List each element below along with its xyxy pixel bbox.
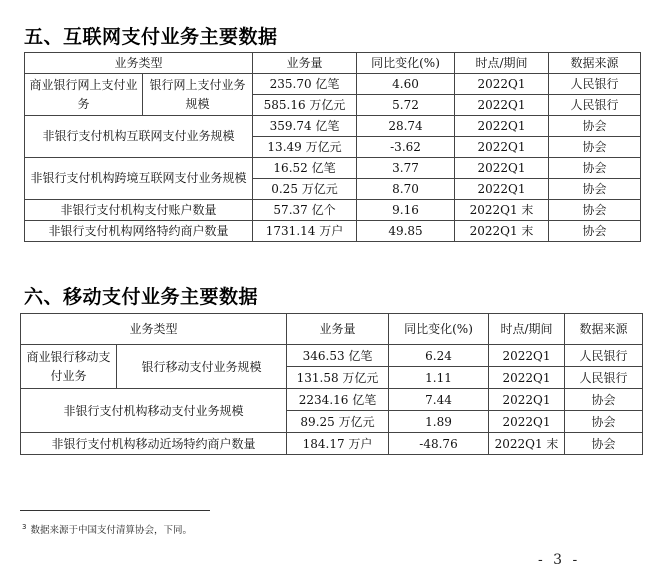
cell-period: 2022Q1 — [489, 345, 565, 367]
cell-change: 7.44 — [389, 389, 489, 411]
cell-source: 协会 — [549, 200, 641, 221]
table-row — [25, 74, 641, 95]
cell-source: 协会 — [565, 389, 643, 411]
table-row — [21, 433, 643, 455]
cell-change: 6.24 — [389, 345, 489, 367]
header-yoy-change: 同比变化(%) — [389, 314, 489, 345]
cell-change: -3.62 — [357, 137, 455, 158]
cell-change: 8.70 — [357, 179, 455, 200]
cell-change: 9.16 — [357, 200, 455, 221]
cell-change: 5.72 — [357, 95, 455, 116]
table-row — [25, 200, 641, 221]
header-yoy-change: 同比变化(%) — [357, 53, 455, 74]
row-label-nonbank-crossborder: 非银行支付机构跨境互联网支付业务规模 — [25, 158, 253, 200]
footnote — [22, 522, 192, 536]
cell-volume: 1731.14 万户 — [253, 221, 357, 242]
cell-volume: 131.58 万亿元 — [287, 367, 389, 389]
cell-source: 人民银行 — [549, 95, 641, 116]
header-source: 数据来源 — [549, 53, 641, 74]
cell-period: 2022Q1 末 — [489, 433, 565, 455]
table-row — [25, 158, 641, 179]
cell-change: 49.85 — [357, 221, 455, 242]
section6-table — [20, 313, 643, 455]
footnote-divider — [20, 510, 210, 511]
header-business-type: 业务类型 — [21, 314, 287, 345]
cell-change: 3.77 — [357, 158, 455, 179]
cell-source: 协会 — [565, 433, 643, 455]
table-row — [25, 116, 641, 137]
cell-period: 2022Q1 — [455, 74, 549, 95]
header-business-type: 业务类型 — [25, 53, 253, 74]
row-label-payment-accounts: 非银行支付机构支付账户数量 — [25, 200, 253, 221]
cell-period: 2022Q1 — [489, 389, 565, 411]
row-label-nonbank-mobile: 非银行支付机构移动支付业务规模 — [21, 389, 287, 433]
cell-volume: 0.25 万亿元 — [253, 179, 357, 200]
cell-period: 2022Q1 末 — [455, 200, 549, 221]
cell-change: 4.60 — [357, 74, 455, 95]
cell-period: 2022Q1 — [455, 158, 549, 179]
section5-title: 五、互联网支付业务主要数据 — [24, 26, 278, 48]
cell-change: 1.89 — [389, 411, 489, 433]
cell-volume: 235.70 亿笔 — [253, 74, 357, 95]
cell-period: 2022Q1 — [455, 137, 549, 158]
section6-title: 六、移动支付业务主要数据 — [24, 286, 259, 308]
row-label-nonbank-internet: 非银行支付机构互联网支付业务规模 — [25, 116, 253, 158]
cell-period: 2022Q1 — [489, 411, 565, 433]
cell-period: 2022Q1 — [455, 116, 549, 137]
cell-source: 人民银行 — [549, 74, 641, 95]
cell-volume: 2234.16 亿笔 — [287, 389, 389, 411]
cell-volume: 346.53 亿笔 — [287, 345, 389, 367]
cell-period: 2022Q1 — [455, 179, 549, 200]
cell-source: 人民银行 — [565, 345, 643, 367]
footnote-text: 数据来源于中国支付清算协会，下同。 — [30, 525, 192, 536]
header-period: 时点/期间 — [489, 314, 565, 345]
cell-volume: 89.25 万亿元 — [287, 411, 389, 433]
row-sublabel-bank-mobile-scale: 银行移动支付业务规模 — [117, 345, 287, 389]
cell-source: 人民银行 — [565, 367, 643, 389]
cell-period: 2022Q1 — [455, 95, 549, 116]
cell-volume: 16.52 亿笔 — [253, 158, 357, 179]
cell-source: 协会 — [549, 179, 641, 200]
page-number: - 3 - — [538, 552, 581, 568]
cell-change: -48.76 — [389, 433, 489, 455]
cell-change: 28.74 — [357, 116, 455, 137]
header-period: 时点/期间 — [455, 53, 549, 74]
table-row — [21, 345, 643, 367]
header-volume: 业务量 — [287, 314, 389, 345]
cell-source: 协会 — [549, 137, 641, 158]
header-volume: 业务量 — [253, 53, 357, 74]
cell-source: 协会 — [549, 221, 641, 242]
cell-change: 1.11 — [389, 367, 489, 389]
cell-volume: 13.49 万亿元 — [253, 137, 357, 158]
cell-source: 协会 — [565, 411, 643, 433]
table-row — [25, 221, 641, 242]
footnote-mark: 3 — [22, 522, 27, 531]
row-label-bank-mobile: 商业银行移动支付业务 — [21, 345, 117, 389]
section5-table — [24, 52, 641, 242]
cell-period: 2022Q1 末 — [455, 221, 549, 242]
row-label-nearfield-merchants: 非银行支付机构移动近场特约商户数量 — [21, 433, 287, 455]
cell-volume: 359.74 亿笔 — [253, 116, 357, 137]
row-sublabel-bank-online-scale: 银行网上支付业务规模 — [143, 74, 253, 116]
cell-period: 2022Q1 — [489, 367, 565, 389]
cell-volume: 184.17 万户 — [287, 433, 389, 455]
cell-volume: 585.16 万亿元 — [253, 95, 357, 116]
cell-source: 协会 — [549, 116, 641, 137]
cell-source: 协会 — [549, 158, 641, 179]
cell-volume: 57.37 亿个 — [253, 200, 357, 221]
header-source: 数据来源 — [565, 314, 643, 345]
row-label-network-merchants: 非银行支付机构网络特约商户数量 — [25, 221, 253, 242]
row-label-bank-online: 商业银行网上支付业务 — [25, 74, 143, 116]
table-row — [21, 389, 643, 411]
